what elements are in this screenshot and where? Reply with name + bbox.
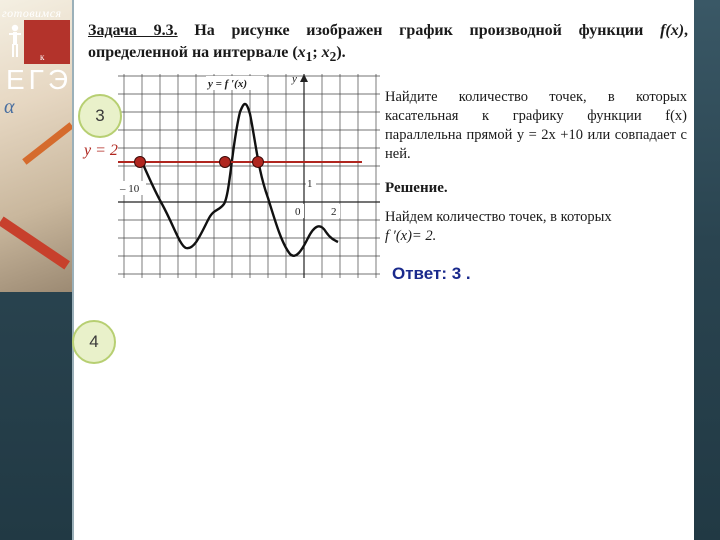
pencil-image-red bbox=[0, 216, 70, 269]
problem-x1: x bbox=[297, 44, 306, 61]
line-label-y2: y = 2 bbox=[84, 142, 118, 159]
sidebar-k-text: к bbox=[40, 52, 45, 62]
solution-text bbox=[385, 208, 685, 246]
tick-1: 1 bbox=[307, 178, 313, 190]
problem-label: Задача 9.3. bbox=[88, 22, 178, 39]
slide-badge-3 bbox=[78, 94, 122, 138]
tick-minus10: – 10 bbox=[120, 183, 140, 195]
problem-x1-sub: 1 bbox=[305, 49, 313, 65]
sidebar-scribble: α bbox=[4, 96, 15, 118]
graph-title: y = f ′(x) bbox=[208, 78, 247, 90]
y-axis-arrow-icon bbox=[300, 74, 308, 82]
tick-2: 2 bbox=[331, 206, 337, 218]
solution-text-1: Найдем количество точек, в которых bbox=[385, 209, 612, 225]
side-decorative-image bbox=[0, 0, 72, 292]
intersection-point-3 bbox=[253, 157, 264, 168]
tick-0: 0 bbox=[295, 206, 301, 218]
pencil-image bbox=[22, 122, 72, 164]
problem-text-1: На рисунке изображен график производной функции bbox=[194, 22, 644, 39]
graph-grid bbox=[118, 74, 380, 278]
ege-logo-text: ЕГЭ bbox=[6, 64, 72, 95]
problem-x2-sub: 2 bbox=[329, 49, 337, 65]
person-figure-icon bbox=[8, 24, 22, 58]
book-image bbox=[24, 20, 70, 64]
solution-label: Решение. bbox=[385, 180, 448, 196]
problem-func: f(x) bbox=[660, 22, 685, 39]
badge-4-text: 4 bbox=[89, 332, 99, 351]
problem-statement bbox=[88, 20, 688, 68]
question-text: Найдите количество точек, в которых касательная к графику функции f(x) параллельна прямой y = 2x +10 или совпадает с ней. bbox=[385, 89, 687, 162]
badge-3-text: 3 bbox=[95, 106, 105, 125]
answer-text: Ответ: 3 . bbox=[392, 264, 471, 283]
solution-text-2: f ′(x)= 2. bbox=[385, 228, 437, 244]
derivative-graph bbox=[118, 74, 380, 278]
problem-text-3: ). bbox=[336, 44, 346, 61]
problem-sep: ; bbox=[312, 44, 322, 61]
problem-x2: x bbox=[321, 44, 330, 61]
problem-text-2: , определенной на интервале ( bbox=[88, 22, 689, 61]
graph-y-label: y bbox=[292, 74, 297, 85]
intersection-point-2 bbox=[220, 157, 231, 168]
slide-badge-4 bbox=[72, 320, 116, 364]
intersection-point-1 bbox=[135, 157, 146, 168]
sidebar-header-text: готовимся bbox=[2, 6, 62, 20]
